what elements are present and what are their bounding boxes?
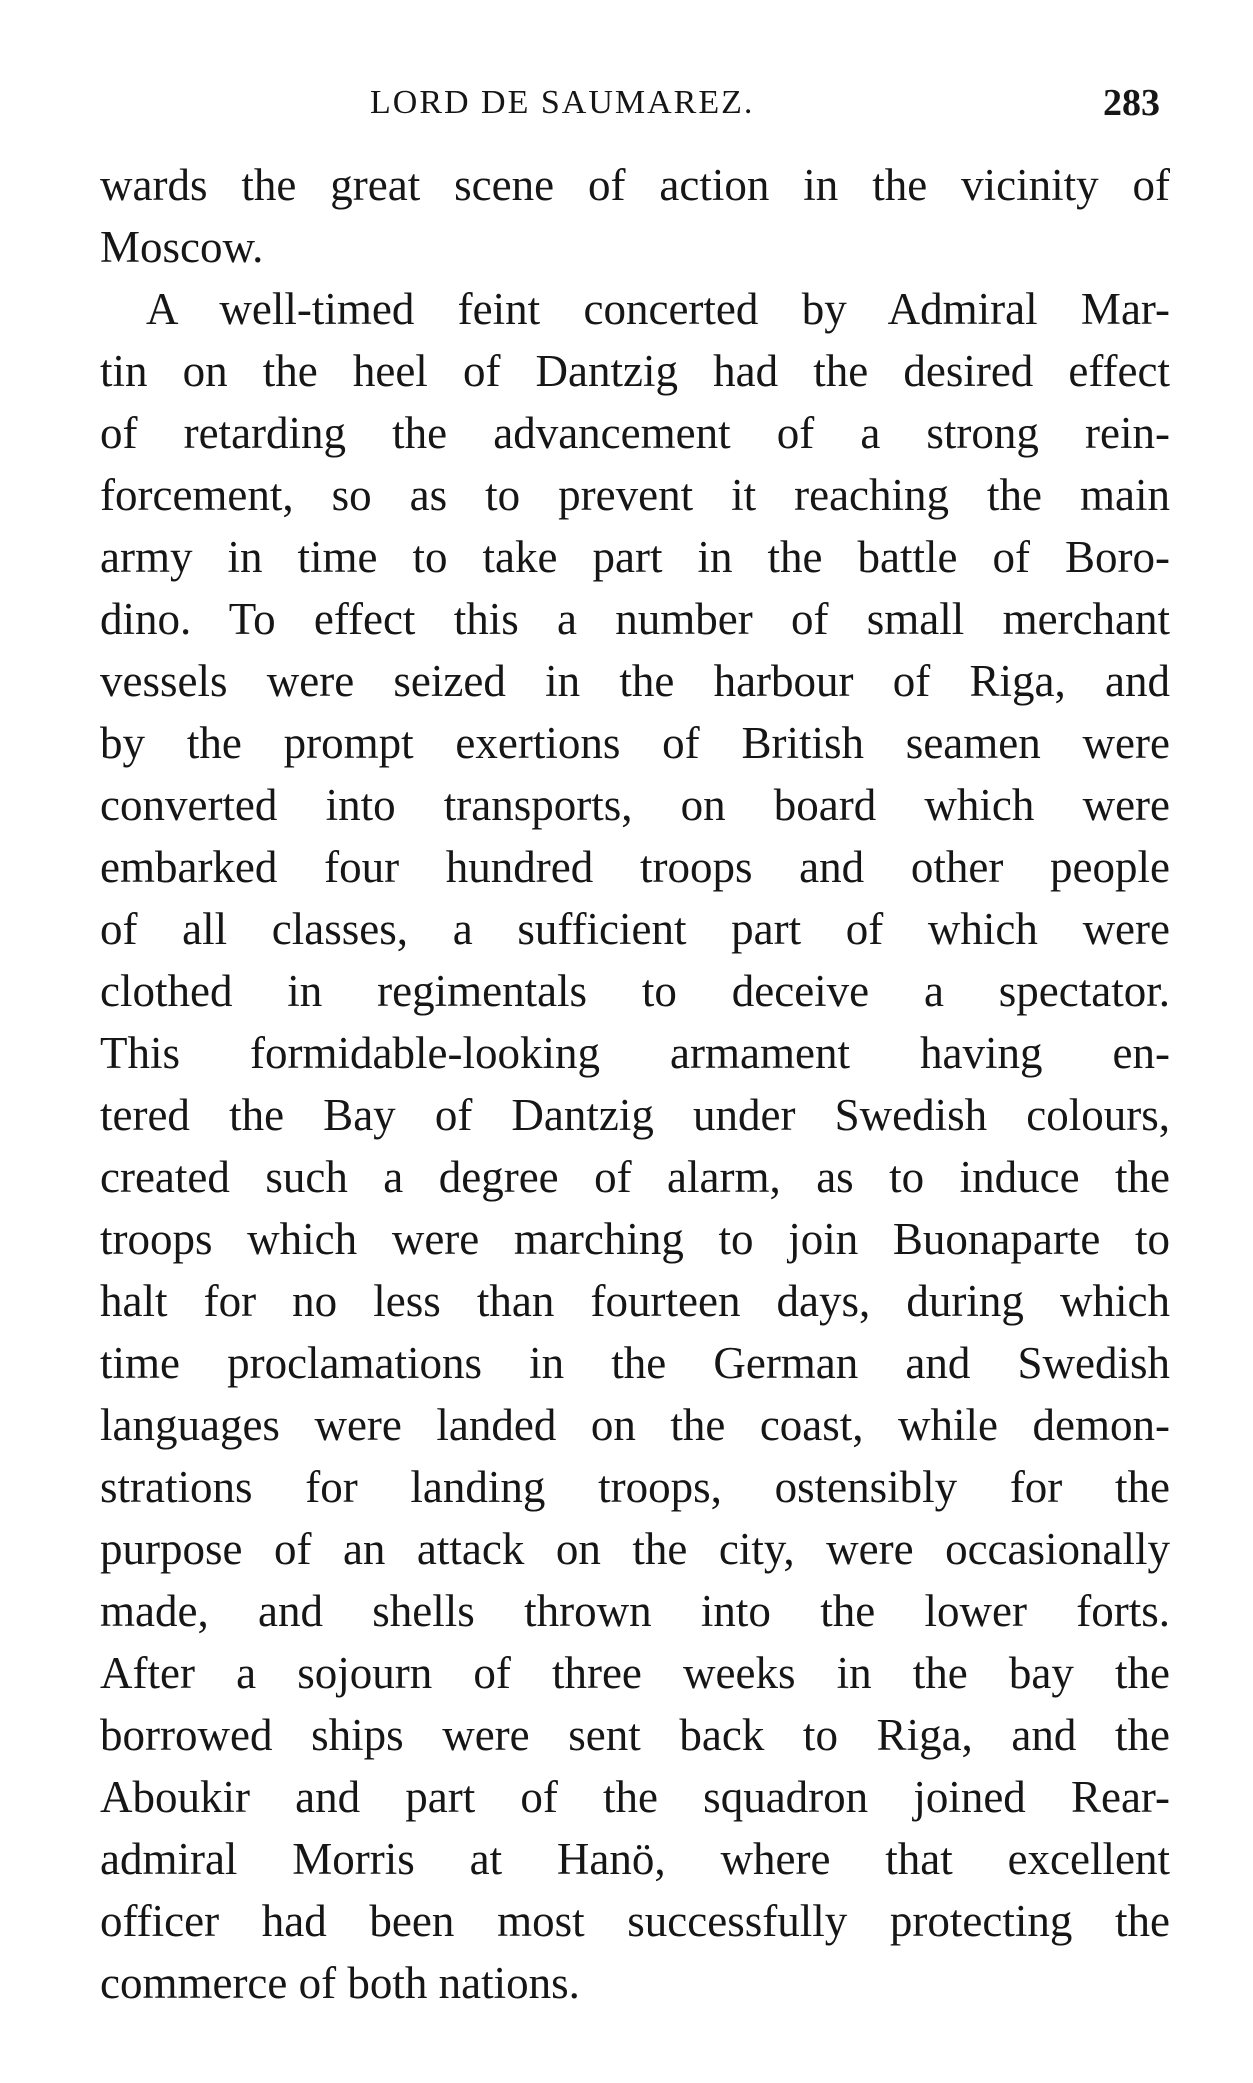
text-line: tin on the heel of Dantzig had the desired effect — [100, 346, 1170, 396]
text-line: languages were landed on the coast, while demon- — [100, 1400, 1170, 1450]
running-title: LORD DE SAUMAREZ. — [370, 84, 755, 121]
text-line: time proclamations in the German and Swedish — [100, 1338, 1170, 1388]
text-line: of all classes, a sufficient part of which were — [100, 904, 1170, 954]
text-line: dino. To effect this a number of small merchant — [100, 594, 1170, 644]
paragraph-1 — [100, 154, 1170, 278]
page-number: 283 — [1103, 82, 1160, 124]
text-line: made, and shells thrown into the lower forts. — [100, 1586, 1170, 1636]
text-line: tered the Bay of Dantzig under Swedish colours, — [100, 1090, 1170, 1140]
text-line: This formidable-looking armament having en- — [100, 1028, 1170, 1078]
text-line: borrowed ships were sent back to Riga, and the — [100, 1710, 1170, 1760]
text-line: purpose of an attack on the city, were occasionally — [100, 1524, 1170, 1574]
text-line: forcement, so as to prevent it reaching the main — [100, 470, 1170, 520]
text-line: commerce of both nations. — [100, 1958, 580, 2008]
text-line: vessels were seized in the harbour of Riga, and — [100, 656, 1170, 706]
text-line: Moscow. — [100, 222, 264, 272]
text-line: created such a degree of alarm, as to induce the — [100, 1152, 1170, 1202]
text-line: wards the great scene of action in the vicinity of — [100, 160, 1170, 210]
text-line: by the prompt exertions of British seamen were — [100, 718, 1170, 768]
text-line: officer had been most successfully protecting the — [100, 1896, 1170, 1946]
text-line: of retarding the advancement of a strong rein- — [100, 408, 1170, 458]
text-line: After a sojourn of three weeks in the bay the — [100, 1648, 1170, 1698]
text-line: strations for landing troops, ostensibly for the — [100, 1462, 1170, 1512]
text-line: Aboukir and part of the squadron joined Rear- — [100, 1772, 1170, 1822]
text-line: troops which were marching to join Buonaparte to — [100, 1214, 1170, 1264]
text-line: embarked four hundred troops and other people — [100, 842, 1170, 892]
text-line: A well-timed feint concerted by Admiral Mar- — [146, 284, 1170, 334]
running-head — [100, 78, 1160, 128]
paragraph-2 — [100, 278, 1170, 2014]
body-text — [100, 154, 1170, 2014]
text-line: converted into transports, on board which were — [100, 780, 1170, 830]
text-line: clothed in regimentals to deceive a spectator. — [100, 966, 1170, 1016]
text-line: halt for no less than fourteen days, during which — [100, 1276, 1170, 1326]
text-line: admiral Morris at Hanö, where that excellent — [100, 1834, 1170, 1884]
text-line: army in time to take part in the battle of Boro- — [100, 532, 1170, 582]
